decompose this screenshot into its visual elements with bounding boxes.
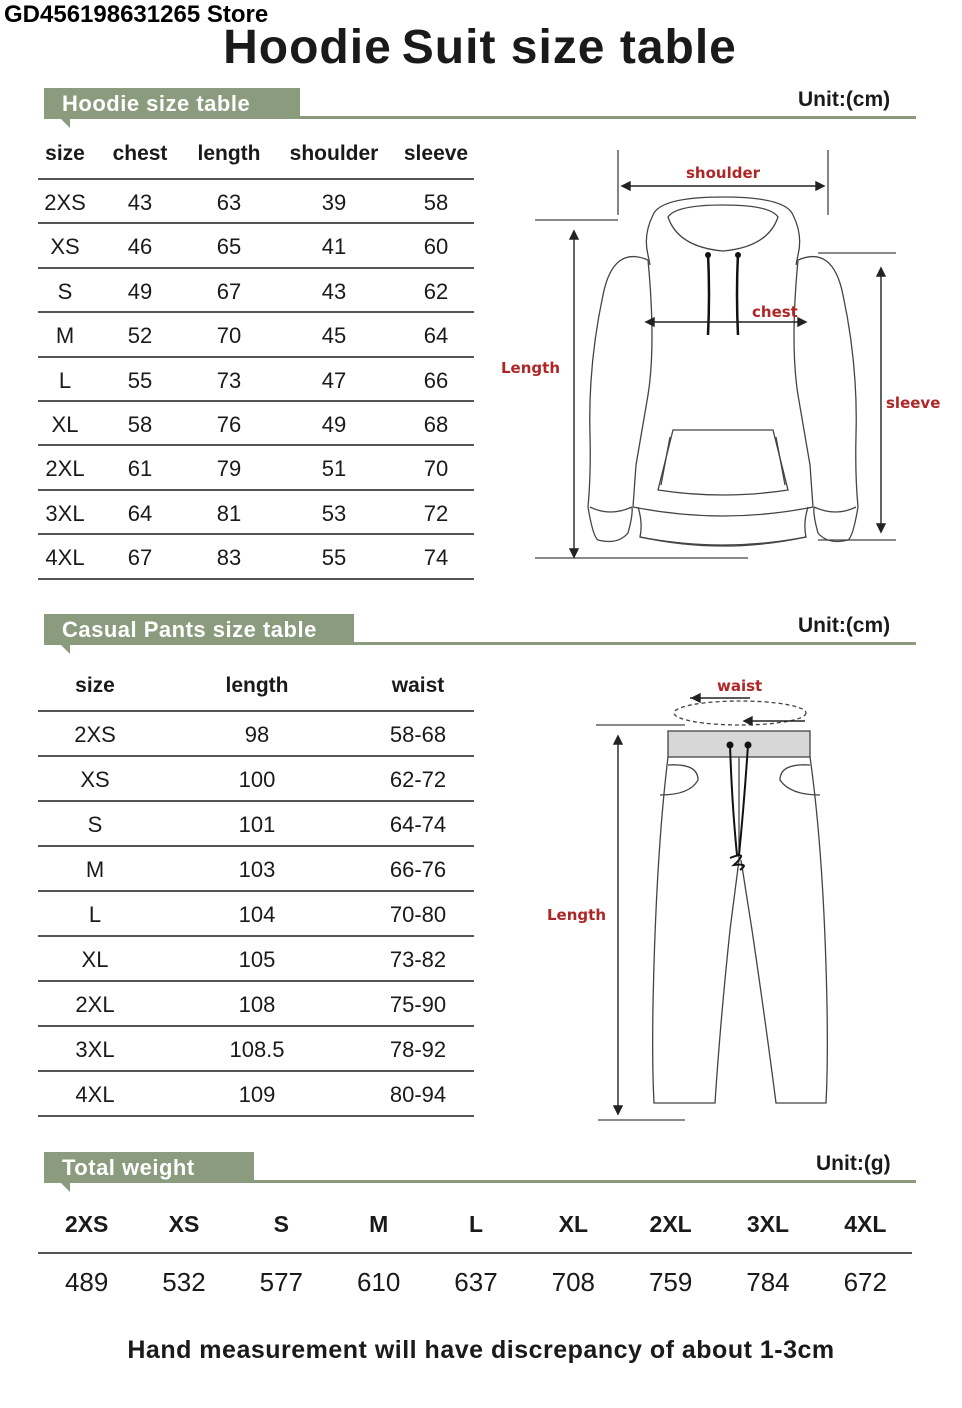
table-row bbox=[38, 489, 474, 535]
hoodie-section-rule bbox=[44, 116, 916, 119]
pants-table-header bbox=[38, 674, 474, 698]
table-row bbox=[38, 1070, 474, 1117]
table-cell: 46 bbox=[127, 234, 153, 260]
weight-size-label: XL bbox=[558, 1211, 588, 1237]
table-row bbox=[38, 267, 474, 313]
table-cell: 49 bbox=[321, 412, 347, 437]
weight-size-label: 2XS bbox=[64, 1211, 109, 1237]
table-cell: 52 bbox=[127, 323, 153, 349]
table-cell: 81 bbox=[216, 500, 242, 526]
table-cell: 2XS bbox=[74, 722, 116, 747]
table-cell: 73 bbox=[216, 367, 242, 393]
table-cell: 83 bbox=[216, 545, 242, 571]
table-cell: M bbox=[85, 857, 105, 882]
hoodie-diagram bbox=[498, 145, 941, 565]
table-cell: S bbox=[57, 278, 73, 304]
table-cell: M bbox=[55, 323, 75, 349]
table-cell: 55 bbox=[321, 545, 347, 571]
table-cell: 62 bbox=[423, 278, 449, 304]
table-cell: 55 bbox=[127, 367, 153, 393]
weight-values-row bbox=[38, 1267, 914, 1298]
table-cell: 74 bbox=[423, 545, 449, 571]
pants-table-bottom-rule bbox=[38, 1115, 474, 1117]
table-cell: 3XL bbox=[45, 500, 85, 526]
table-cell: 62-72 bbox=[389, 767, 447, 792]
table-cell: 61 bbox=[127, 456, 153, 482]
pants-header-size: size bbox=[75, 674, 115, 697]
table-cell: 108.5 bbox=[229, 1037, 285, 1062]
weight-size-label: 4XL bbox=[844, 1211, 887, 1237]
measurement-note: Hand measurement will have discrepancy of about 1-3cm bbox=[127, 1336, 835, 1364]
table-cell: 41 bbox=[321, 234, 347, 260]
table-cell: XL bbox=[81, 947, 109, 972]
table-cell: 49 bbox=[127, 278, 153, 304]
weight-value: 532 bbox=[162, 1267, 206, 1297]
table-cell: 58-68 bbox=[389, 722, 447, 747]
weight-size-header bbox=[38, 1211, 914, 1238]
table-cell: 76 bbox=[216, 412, 242, 437]
hoodie-label-sleeve: sleeve bbox=[886, 394, 941, 412]
table-cell: 105 bbox=[238, 947, 276, 972]
page-title-part-1: Hoodie bbox=[223, 21, 392, 74]
pants-label-length: Length bbox=[547, 906, 606, 924]
weight-size-label: L bbox=[468, 1211, 483, 1237]
pants-section-title: Casual Pants size table bbox=[44, 614, 354, 644]
table-row bbox=[38, 444, 474, 490]
table-cell: 53 bbox=[321, 500, 347, 526]
table-cell: 66-76 bbox=[389, 857, 447, 882]
table-cell: 58 bbox=[423, 190, 449, 215]
table-cell: 45 bbox=[321, 323, 347, 349]
hoodie-label-length: Length bbox=[501, 359, 560, 377]
table-row bbox=[38, 980, 474, 1027]
table-row bbox=[38, 311, 474, 357]
table-cell: XS bbox=[80, 767, 110, 792]
table-cell: 66 bbox=[423, 367, 449, 393]
hoodie-table-header bbox=[38, 142, 474, 166]
table-cell: 60 bbox=[423, 234, 449, 260]
table-row bbox=[38, 222, 474, 268]
weight-value: 784 bbox=[746, 1267, 790, 1297]
table-row bbox=[38, 935, 474, 982]
table-cell: 101 bbox=[238, 812, 276, 837]
table-row bbox=[38, 1025, 474, 1072]
weight-value: 708 bbox=[551, 1267, 595, 1297]
weight-section-title: Total weight bbox=[44, 1152, 254, 1182]
table-cell: 43 bbox=[127, 190, 153, 215]
page-title bbox=[0, 18, 960, 78]
hoodie-header-size: size bbox=[45, 142, 85, 165]
weight-value: 489 bbox=[64, 1267, 109, 1297]
page-title-part-2: Suit size table bbox=[401, 21, 737, 74]
weight-section-rule bbox=[44, 1180, 916, 1183]
table-row bbox=[38, 710, 474, 757]
hoodie-label-chest: chest bbox=[752, 303, 798, 321]
pants-header-length: length bbox=[225, 674, 289, 697]
table-cell: 39 bbox=[321, 190, 347, 215]
table-cell: 2XL bbox=[75, 992, 115, 1017]
table-cell: 51 bbox=[321, 456, 347, 482]
hoodie-header-length: length bbox=[197, 142, 261, 165]
table-row bbox=[38, 533, 474, 579]
store-name: GD456198631265 Store bbox=[4, 1, 269, 28]
weight-value: 610 bbox=[356, 1267, 401, 1297]
table-cell: 100 bbox=[238, 767, 276, 792]
table-cell: 64-74 bbox=[389, 812, 447, 837]
weight-size-label: 3XL bbox=[746, 1211, 790, 1237]
table-cell: 4XL bbox=[45, 545, 85, 571]
weight-value: 759 bbox=[648, 1267, 693, 1297]
pants-header-waist: waist bbox=[391, 674, 445, 697]
table-cell: 47 bbox=[321, 367, 347, 393]
weight-value: 637 bbox=[454, 1267, 498, 1297]
weight-value: 672 bbox=[843, 1267, 887, 1297]
hoodie-header-sleeve: sleeve bbox=[403, 142, 469, 165]
hoodie-label-shoulder: shoulder bbox=[686, 164, 761, 182]
table-cell: 3XL bbox=[75, 1037, 115, 1062]
weight-divider bbox=[38, 1252, 912, 1254]
table-cell: 67 bbox=[216, 278, 242, 304]
table-row bbox=[38, 845, 474, 892]
table-cell: 58 bbox=[127, 412, 153, 437]
table-cell: 103 bbox=[238, 857, 276, 882]
table-cell: L bbox=[58, 367, 72, 393]
table-cell: 64 bbox=[423, 323, 449, 349]
table-cell: 98 bbox=[244, 722, 270, 747]
hoodie-header-shoulder: shoulder bbox=[289, 142, 379, 165]
table-cell: 70 bbox=[423, 456, 449, 482]
pants-label-waist: waist bbox=[717, 677, 763, 695]
table-cell: 2XS bbox=[44, 190, 86, 215]
pants-section-rule bbox=[44, 642, 916, 645]
hoodie-header-chest: chest bbox=[112, 142, 168, 165]
table-cell: 63 bbox=[216, 190, 242, 215]
table-cell: XS bbox=[50, 234, 80, 260]
table-cell: 80-94 bbox=[389, 1082, 447, 1107]
table-cell: 43 bbox=[321, 278, 347, 304]
weight-size-label: XS bbox=[168, 1211, 200, 1237]
table-cell: 78-92 bbox=[389, 1037, 447, 1062]
table-cell: S bbox=[87, 812, 103, 837]
weight-size-label: M bbox=[369, 1211, 389, 1237]
table-row bbox=[38, 178, 474, 224]
weight-value: 577 bbox=[259, 1267, 304, 1297]
table-cell: 73-82 bbox=[389, 947, 447, 972]
weight-size-label: S bbox=[273, 1211, 289, 1237]
table-row bbox=[38, 800, 474, 847]
table-cell: 4XL bbox=[75, 1082, 115, 1107]
table-row bbox=[38, 755, 474, 802]
table-cell: 75-90 bbox=[389, 992, 447, 1017]
table-cell: 68 bbox=[423, 412, 449, 437]
weight-size-label: 2XL bbox=[649, 1211, 692, 1237]
table-cell: 70-80 bbox=[389, 902, 447, 927]
table-row bbox=[38, 400, 474, 446]
hoodie-section-title: Hoodie size table bbox=[44, 88, 300, 118]
table-cell: 109 bbox=[238, 1082, 276, 1107]
table-cell: XL bbox=[51, 412, 79, 437]
table-cell: 65 bbox=[216, 234, 242, 260]
table-cell: L bbox=[88, 902, 102, 927]
table-cell: 64 bbox=[127, 500, 153, 526]
table-cell: 2XL bbox=[45, 456, 85, 482]
table-cell: 67 bbox=[127, 545, 153, 571]
hoodie-unit: Unit:(cm) bbox=[798, 88, 891, 111]
weight-unit: Unit:(g) bbox=[816, 1152, 891, 1175]
table-cell: 104 bbox=[238, 902, 276, 927]
hoodie-table-bottom-rule bbox=[38, 578, 474, 580]
table-row bbox=[38, 890, 474, 937]
pants-diagram bbox=[540, 675, 840, 1130]
table-cell: 70 bbox=[216, 323, 242, 349]
table-cell: 79 bbox=[216, 456, 242, 482]
table-row bbox=[38, 356, 474, 402]
table-cell: 108 bbox=[238, 992, 276, 1017]
table-cell: 72 bbox=[423, 500, 449, 526]
pants-unit: Unit:(cm) bbox=[798, 614, 891, 637]
